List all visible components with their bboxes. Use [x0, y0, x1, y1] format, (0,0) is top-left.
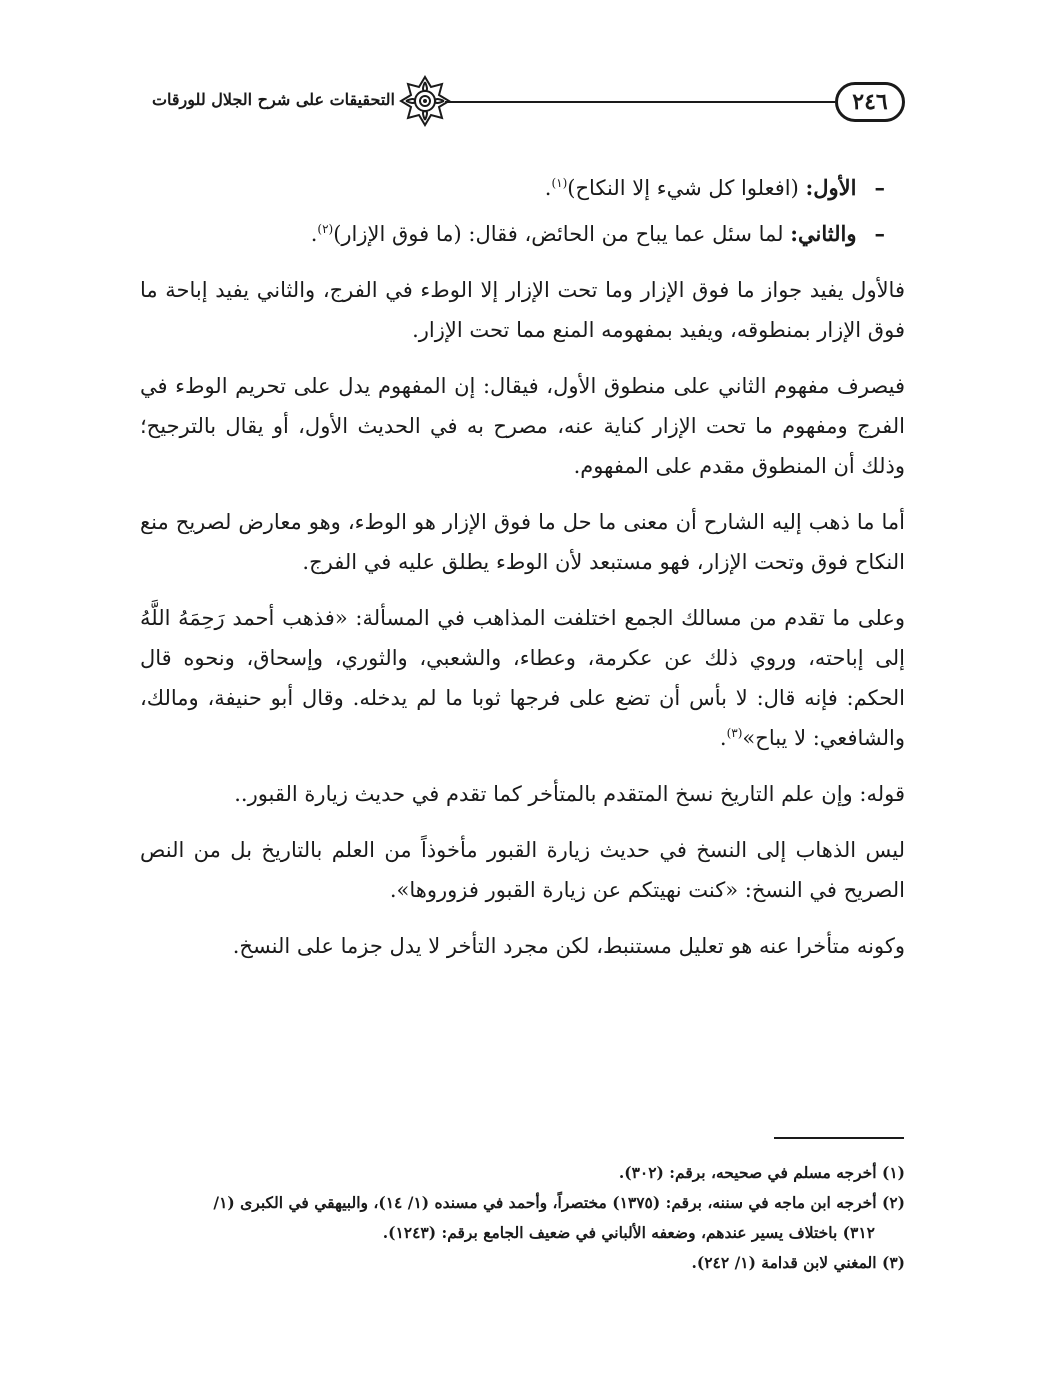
page-header	[140, 70, 905, 140]
bullet-label: الأول:	[805, 175, 857, 200]
footnote	[140, 1188, 905, 1248]
footnote-text: أخرجه ابن ماجه في سننه، برقم: (١٣٧٥) مختصراً، وأحمد في مسنده (١/ ١٤)، والبيهقي في الكبرى (١/	[213, 1193, 877, 1212]
quote-end: .	[719, 726, 727, 750]
footnote-ref: (٣)	[726, 726, 743, 740]
footnotes	[140, 1158, 905, 1278]
paragraph: فالأول يفيد جواز ما فوق الإزار وما تحت الإزار إلا الوطء في الفرج، والثاني يفيد إباحة ما فوق الإزار بمنطوقه، ويفيد بمفهومه المنع مما تحت الإزار.	[140, 278, 905, 342]
quote-text: وعلى ما تقدم من مسالك الجمع اختلفت المذاهب في المسألة: «فذهب أحمد رَحِمَهُ اللَّهُ إلى إباحته، وروي ذلك عن عكرمة، وعطاء، والشعبي، والثوري، وإسحاق، ونحوه قال الحكم: فإنه قال: لا بأس أن تضع على فرجها ثوبا ما لم يدخله. وقال أبو حنيفة، ومالك، والشافعي: لا يباح»	[140, 606, 905, 750]
footnote-number: (٣)	[881, 1253, 905, 1272]
footnote-text: أخرجه مسلم في صحيحه، برقم: (٣٠٢).	[618, 1163, 877, 1182]
dash-marker: –	[874, 221, 885, 246]
footnote-ref: (٢)	[317, 222, 334, 236]
bullet-second	[140, 214, 905, 254]
footnote-ref: (١)	[551, 176, 568, 190]
paragraph: قوله: وإن علم التاريخ نسخ المتقدم بالمتأخر كما تقدم في حديث زيارة القبور..	[234, 782, 905, 806]
bullet-first	[140, 168, 905, 208]
paragraph: أما ما ذهب إليه الشارح أن معنى ما حل ما فوق الإزار هو الوطء، وهو معارض لصريح منع النكاح فوق وتحت الإزار، فهو مستبعد لأن الوطء يطلق عليه في الفرج.	[140, 510, 905, 574]
footnote-number: (٢)	[881, 1193, 905, 1212]
paragraph-quote	[140, 598, 905, 758]
bullet-label: والثاني:	[790, 221, 857, 246]
footnote-rule	[774, 1137, 904, 1139]
ornament-icon	[398, 74, 452, 128]
book-title: التحقيقات على شرح الجلال للورقات	[151, 90, 395, 109]
footnote	[140, 1248, 905, 1278]
dash-marker: –	[874, 175, 885, 200]
paragraph: فيصرف مفهوم الثاني على منطوق الأول، فيقال: إن المفهوم يدل على تحريم الوطء في الفرج ومفهوم ما تحت الإزار كناية عنه، مصرح به في الحديث الأول، أو يقال بالترجيح؛ وذلك أن المنطوق مقدم على المفهوم.	[140, 374, 905, 478]
bullet-text: لما سئل عما يباح من الحائض، فقال: (ما فوق الإزار)	[333, 222, 784, 246]
footnote-number: (١)	[881, 1163, 905, 1182]
header-rule	[445, 101, 835, 103]
bullet-text: (افعلوا كل شيء إلا النكاح)	[567, 176, 799, 200]
page-number: ٢٤٦	[835, 82, 905, 122]
paragraph: وكونه متأخرا عنه هو تعليل مستنبط، لكن مجرد التأخر لا يدل جزما على النسخ.	[232, 934, 905, 958]
bullet-end: .	[544, 176, 552, 200]
footnote-continuation: ٣١٢) باختلاف يسير عندهم، وضعفه الألباني في ضعيف الجامع برقم: (١٢٤٣).	[382, 1223, 875, 1242]
footnote-text: المغني لابن قدامة (١/ ٢٤٢).	[691, 1253, 877, 1272]
bullet-end: .	[310, 222, 318, 246]
footnote	[140, 1158, 905, 1188]
paragraph: ليس الذهاب إلى النسخ في حديث زيارة القبور مأخوذاً من العلم بالتاريخ بل من النص الصريح في النسخ: «كنت نهيتكم عن زيارة القبور فزوروها».	[140, 838, 905, 902]
main-text	[140, 168, 905, 966]
